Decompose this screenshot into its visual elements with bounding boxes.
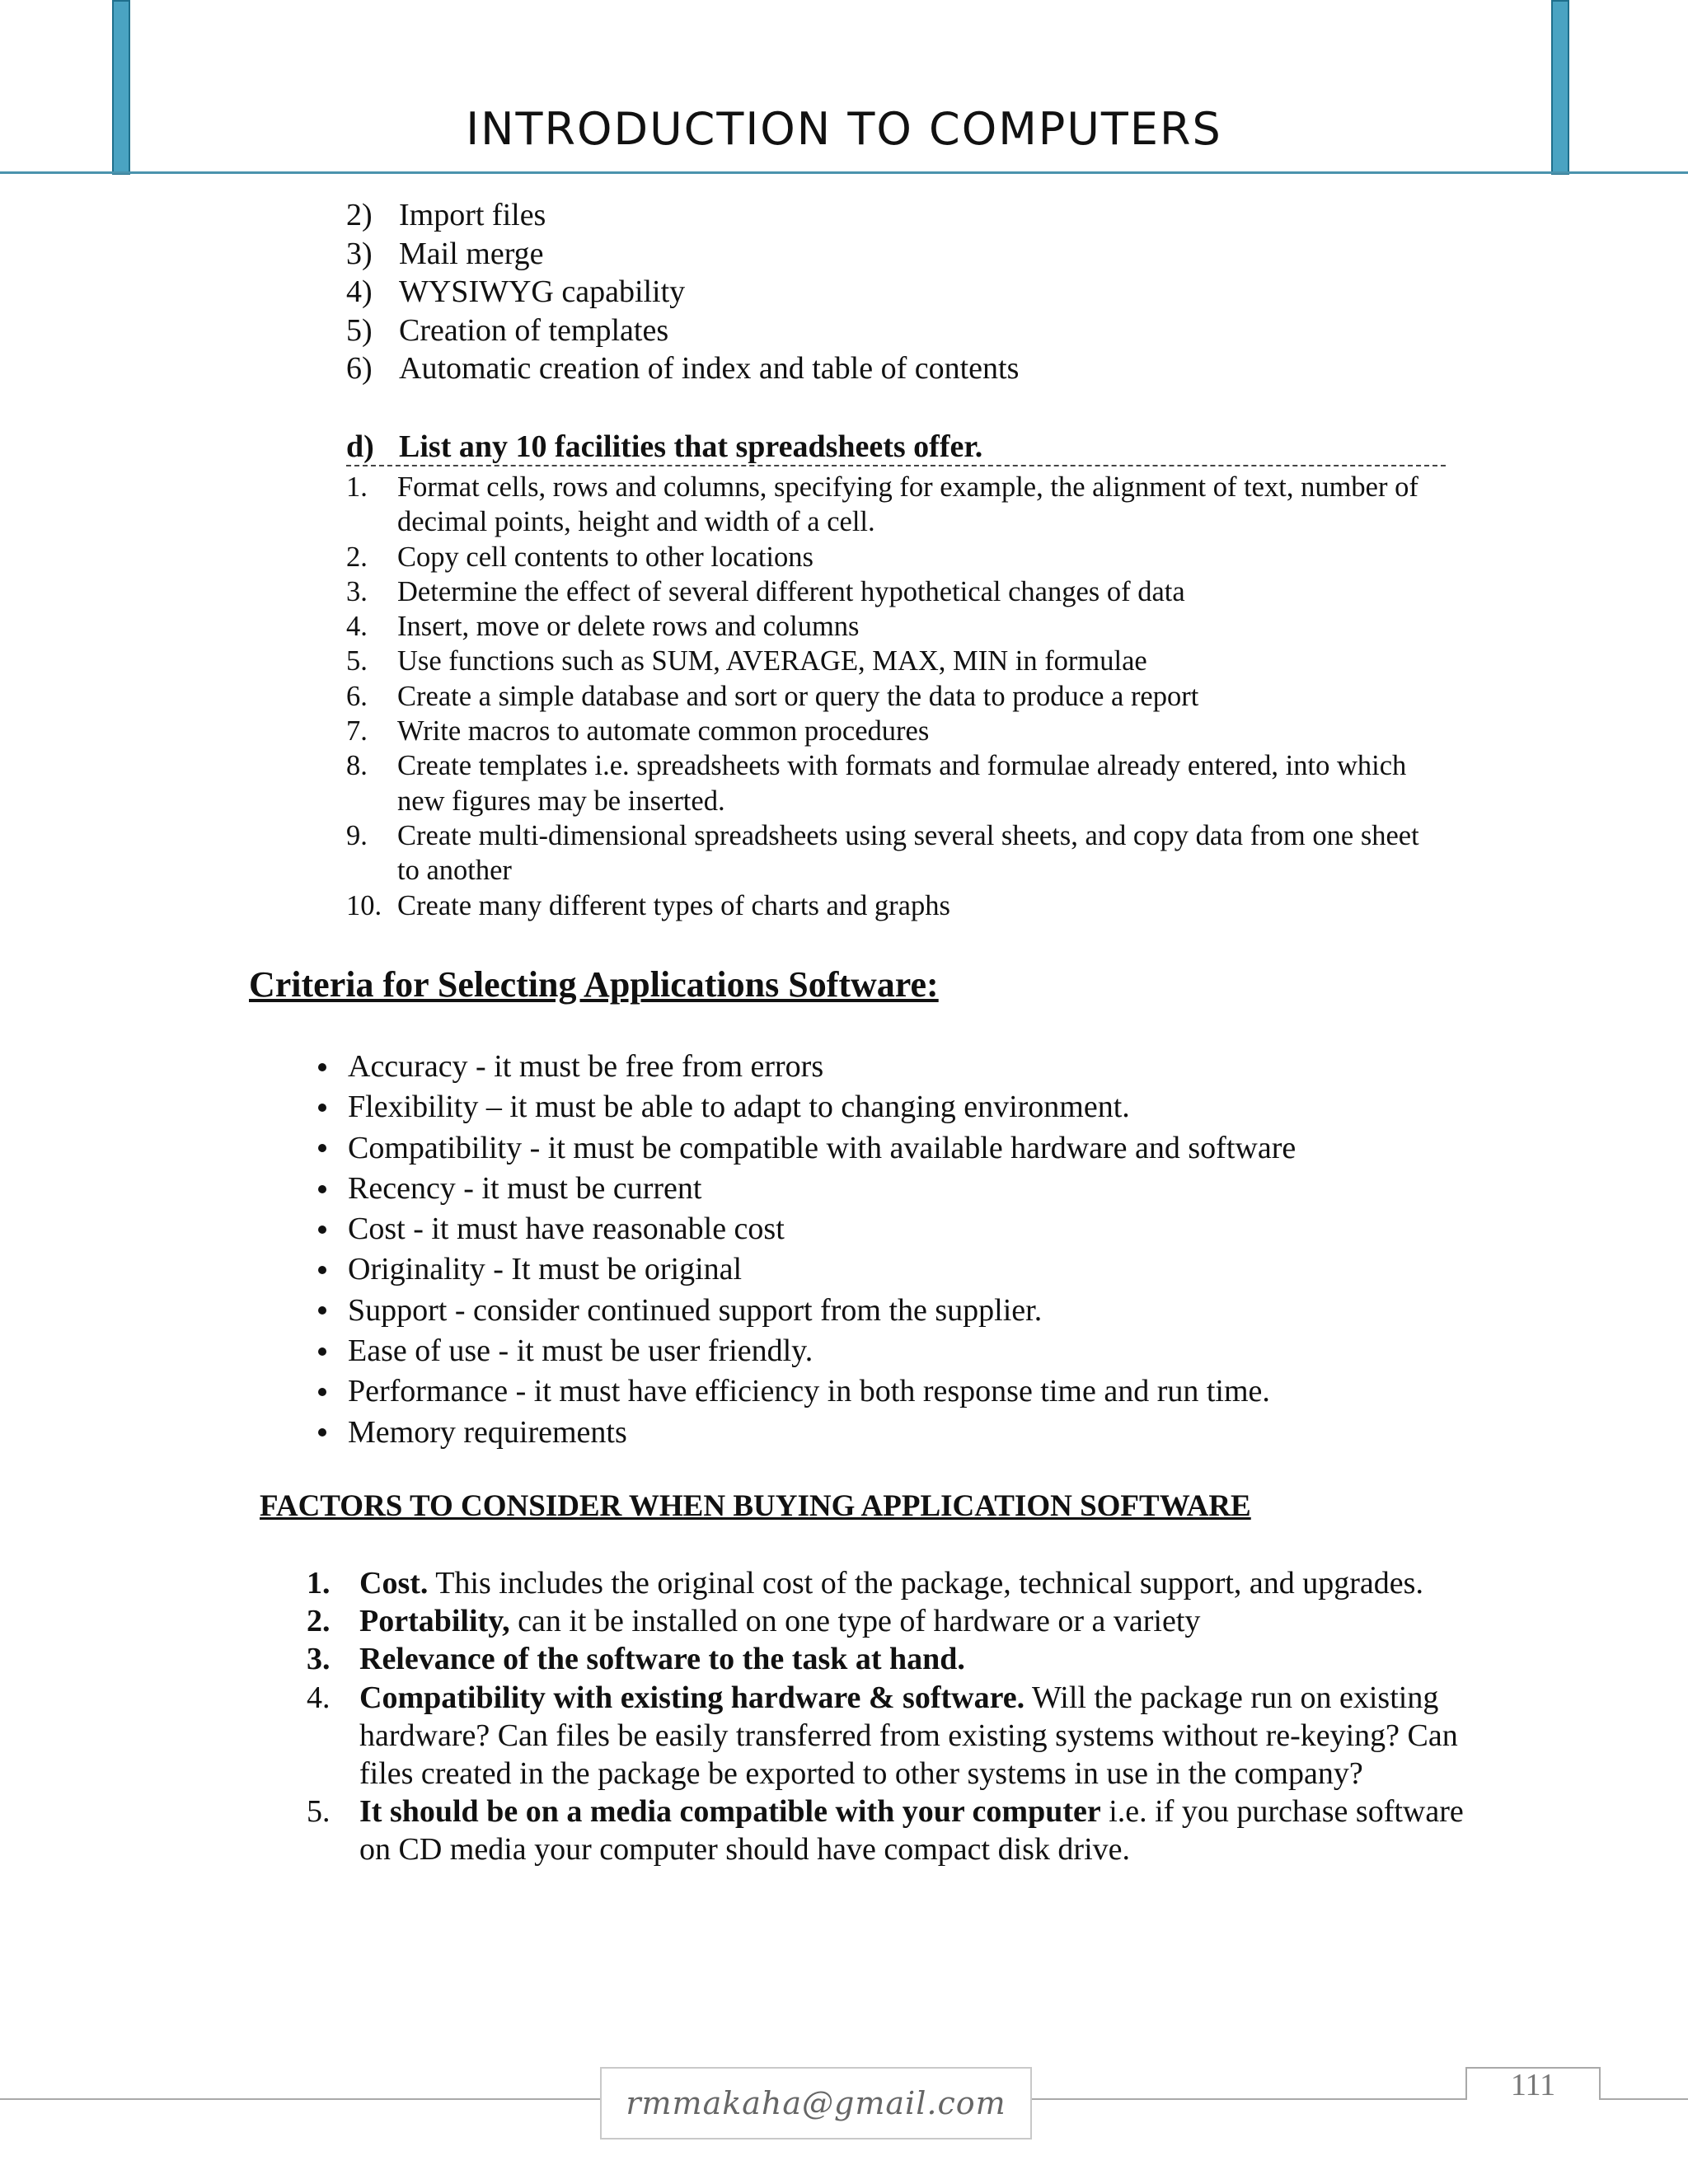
- list-item: Originality - It must be original: [297, 1249, 1296, 1290]
- page-number: 111: [1510, 2068, 1556, 2102]
- list-item: Compatibility - it must be compatible with available hardware and software: [297, 1128, 1296, 1169]
- list-item: 2. Portability, can it be installed on one type of hardware or a variety: [307, 1604, 1201, 1639]
- list-item: Memory requirements: [297, 1413, 1296, 1453]
- buying-factors-list: [307, 1564, 1477, 1869]
- bullet-icon: [297, 1266, 348, 1274]
- footer-rule-middle: [1032, 2098, 1465, 2100]
- bullet-icon: [297, 1226, 348, 1234]
- footer-rule-right: [1601, 2098, 1688, 2100]
- list-item: 5. It should be on a media compatible with your computer i.e. if you purchase software on CD media your computer should have compact disk drive.: [307, 1794, 1464, 1868]
- list-item: 9. Create multi-dimensional spreadsheets using several sheets, and copy data from one sheet to another: [346, 819, 1419, 887]
- list-item: Accuracy - it must be free from errors: [297, 1047, 1296, 1087]
- list-item: 3. Relevance of the software to the task at hand.: [307, 1642, 965, 1677]
- list-item: Recency - it must be current: [297, 1169, 1296, 1209]
- bullet-icon: [297, 1306, 348, 1315]
- list-item: Flexibility – it must be able to adapt to changing environment.: [297, 1087, 1296, 1127]
- list-item: 10. Create many different types of charts and graphs: [346, 889, 950, 921]
- factors-heading: FACTORS TO CONSIDER WHEN BUYING APPLICATION SOFTWARE: [260, 1489, 1251, 1523]
- list-item: 4. Insert, move or delete rows and columns: [346, 611, 860, 643]
- word-processor-features-list: [346, 196, 1019, 388]
- list-item: 5) Creation of templates: [346, 312, 669, 348]
- spreadsheet-facilities-list: [346, 470, 1451, 923]
- list-item: 7. Write macros to automate common procedures: [346, 715, 930, 748]
- footer-rule-left: [0, 2098, 600, 2100]
- list-item: 2) Import files: [346, 198, 546, 232]
- list-item: Cost - it must have reasonable cost: [297, 1209, 1296, 1249]
- list-item: 6. Create a simple database and sort or query the data to produce a report: [346, 680, 1199, 712]
- list-item: Support - consider continued support from the supplier.: [297, 1291, 1296, 1331]
- bullet-icon: [297, 1185, 348, 1193]
- bullet-icon: [297, 1104, 348, 1112]
- list-item: 2. Copy cell contents to other locations: [346, 541, 814, 573]
- list-item: 1. Cost. This includes the original cost of the package, technical support, and upgrades.: [307, 1566, 1423, 1601]
- dashed-divider: [346, 465, 1446, 466]
- list-item: Performance - it must have efficiency in both response time and run time.: [297, 1371, 1296, 1412]
- footer-email: rmmakaha@gmail.com: [600, 2067, 1032, 2139]
- list-item: 4) WYSIWYG capability: [346, 274, 686, 309]
- list-item: Ease of use - it must be user friendly.: [297, 1331, 1296, 1371]
- list-item: 8. Create templates i.e. spreadsheets with formats and formulae already entered, into which new figures may be inserted.: [346, 750, 1407, 817]
- list-item: 3) Mail merge: [346, 236, 544, 271]
- list-item: 5. Use functions such as SUM, AVERAGE, MAX, MIN in formulae: [346, 645, 1147, 677]
- header-rule: [0, 171, 1688, 174]
- bullet-icon: [297, 1388, 348, 1396]
- list-item: 1. Format cells, rows and columns, specifying for example, the alignment of text, number of decimal points, height and width of a cell.: [346, 471, 1418, 538]
- bullet-icon: [297, 1063, 348, 1071]
- list-item: 4. Compatibility with existing hardware & software. Will the package run on existing hardware? Can files be easily transferred from existing systems without re-keying? Can files created in the package be exported to other systems in use in the company?: [307, 1680, 1458, 1792]
- bullet-icon: [297, 1428, 348, 1436]
- bullet-icon: [297, 1144, 348, 1152]
- criteria-list: [297, 1047, 1296, 1453]
- criteria-heading: Criteria for Selecting Applications Software:: [249, 964, 939, 1005]
- list-item: 6) Automatic creation of index and table of contents: [346, 351, 1020, 386]
- bullet-icon: [297, 1347, 348, 1356]
- page-title: INTRODUCTION TO COMPUTERS: [466, 103, 1222, 155]
- question-d-heading: d) List any 10 facilities that spreadsheets offer.: [346, 429, 983, 464]
- list-item: 3. Determine the effect of several different hypothetical changes of data: [346, 575, 1185, 607]
